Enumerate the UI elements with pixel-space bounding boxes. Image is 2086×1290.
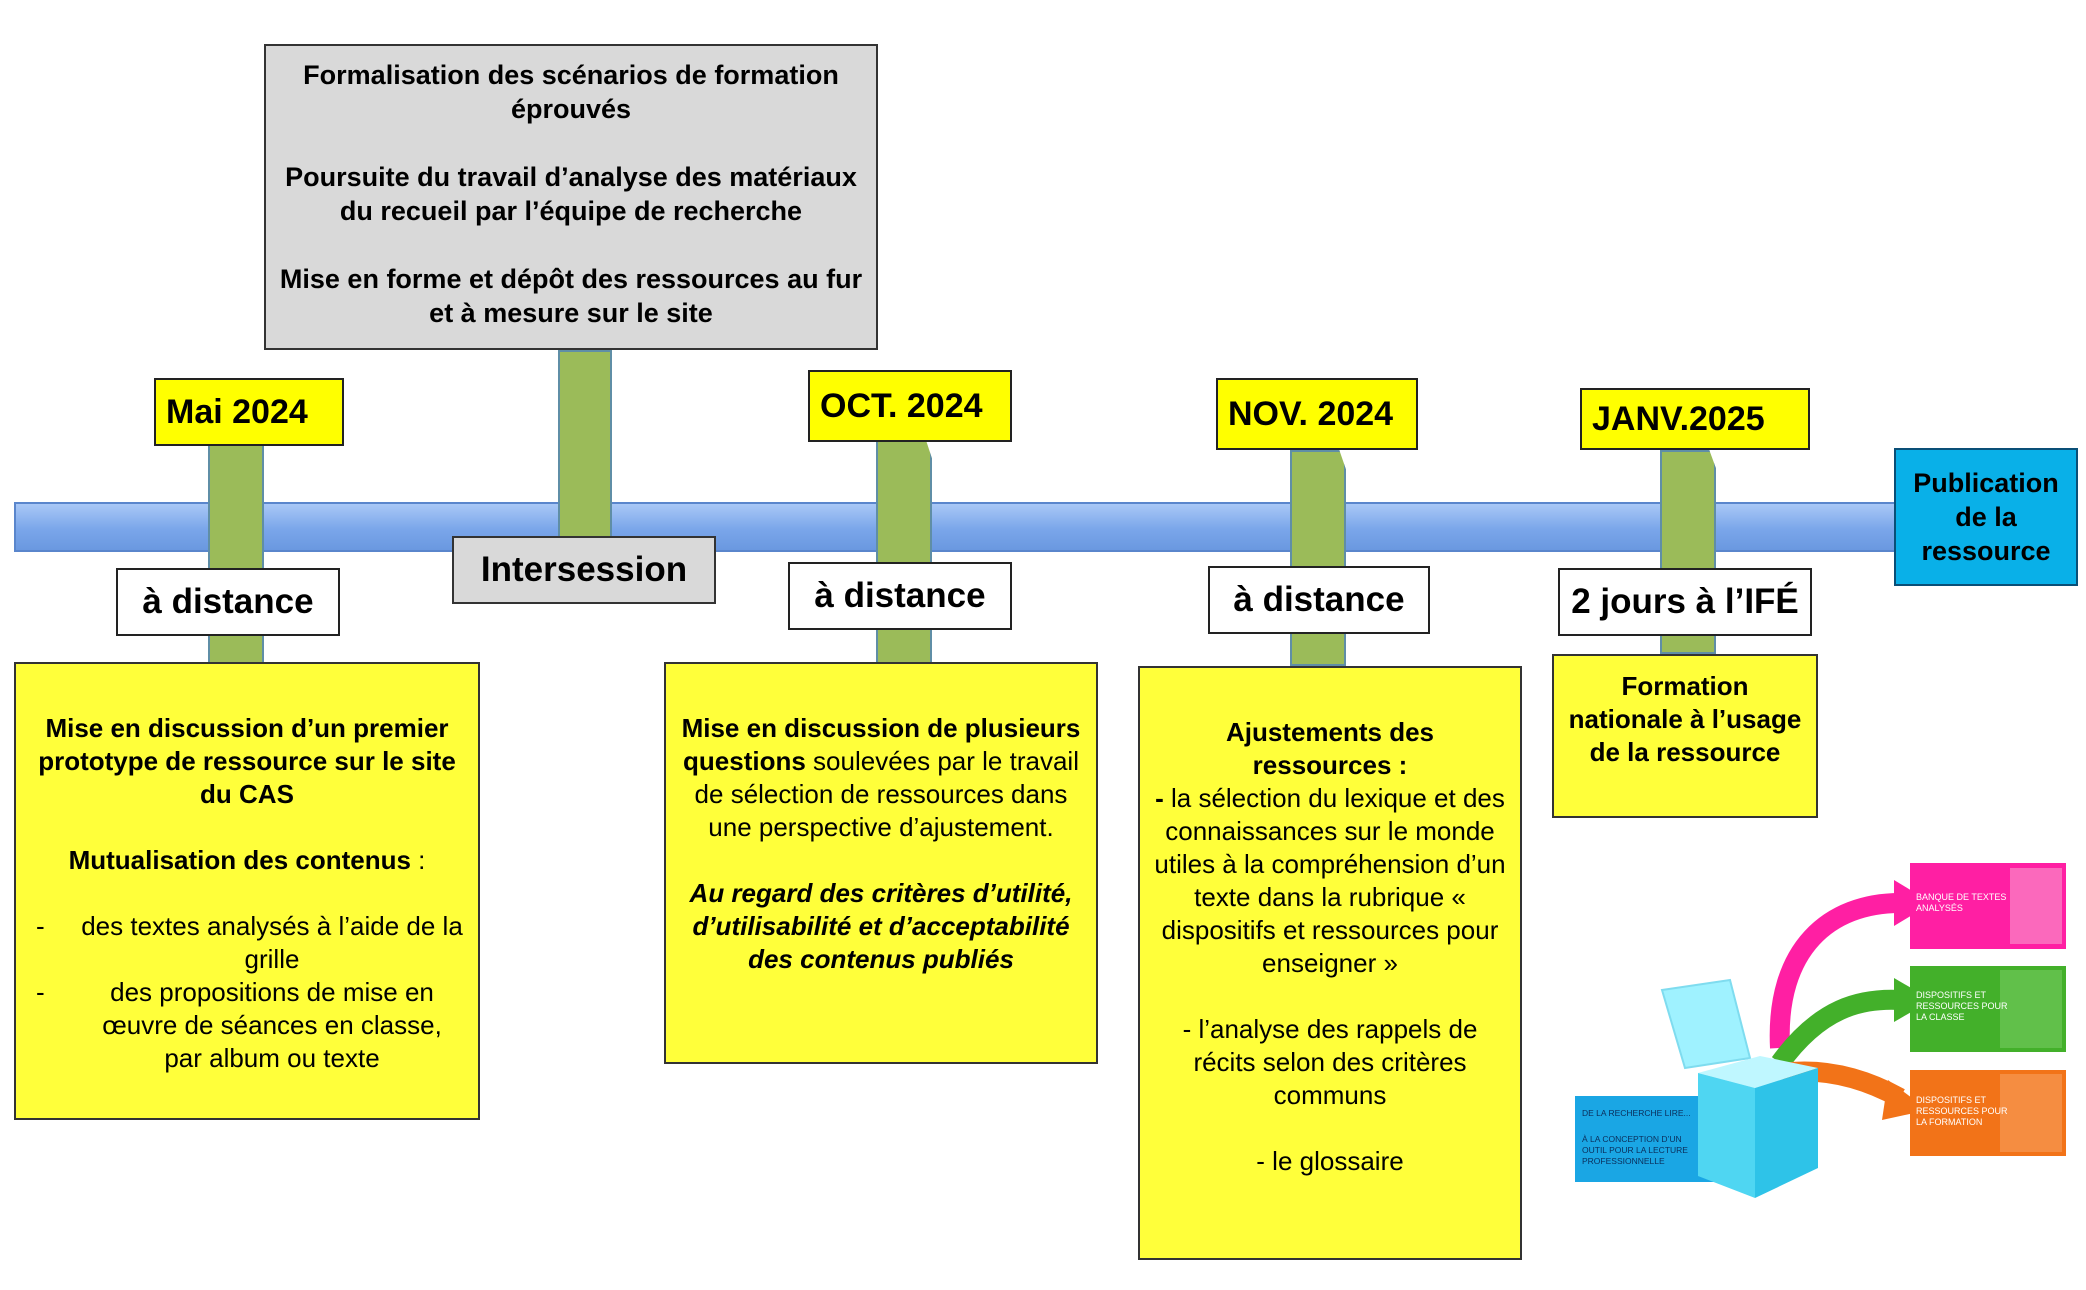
top-line-3: Mise en forme et dépôt des ressources au fur et à mesure sur le site	[279, 264, 863, 328]
note-may-item-1	[30, 910, 464, 976]
note-may-subtitle: Mutualisation des contenus	[68, 845, 411, 875]
note-nov-item-1: la sélection du lexique et des connaissances sur le monde utiles à la compréhension d’un texte dans la rubrique « dispositifs et ressources pour enseigner »	[1154, 783, 1506, 978]
mode-nov: à distance	[1208, 566, 1430, 634]
card-formation-line-3: LA FORMATION	[1916, 1117, 1983, 1127]
note-oct-rest: soulevées par le travail de sélection de ressources dans une perspective d’ajustement.	[694, 746, 1079, 842]
mode-intersession: Intersession	[452, 536, 716, 604]
publication-label: Publication de la ressource	[1913, 468, 2059, 566]
resource-box-graphic	[1570, 858, 2070, 1198]
card-recherche-line-2: À LA CONCEPTION D’UN	[1582, 1134, 1682, 1144]
top-summary-box	[264, 44, 878, 350]
publication-box	[1894, 448, 2078, 586]
note-may-item-2-text: des propositions de mise en œuvre de séances en classe, par album ou texte	[102, 977, 442, 1073]
note-may	[14, 662, 480, 1120]
box-lid	[1662, 980, 1750, 1068]
box-front-left	[1698, 1073, 1755, 1198]
card-recherche-line-4: PROFESSIONNELLE	[1582, 1156, 1665, 1166]
note-nov-item-2: - l’analyse des rappels de récits selon des critères communs	[1182, 1014, 1478, 1110]
note-oct-bold: Mise en discussion de plusieurs questions	[681, 713, 1081, 776]
date-nov-2024: NOV. 2024	[1216, 378, 1418, 450]
card-classe-line-3: LA CLASSE	[1916, 1012, 1965, 1022]
note-nov-item-1-dash: -	[1155, 783, 1164, 813]
top-line-2: Poursuite du travail d’analyse des matériaux du recueil par l’équipe de recherche	[285, 162, 857, 226]
note-nov-title: Ajustements des ressources :	[1225, 717, 1435, 780]
card-banque-line-1: BANQUE DE TEXTES	[1916, 892, 2007, 902]
arrow-green	[1780, 1000, 1900, 1063]
connector-intersession	[558, 350, 612, 540]
card-classe-line-1: DISPOSITIFS ET	[1916, 990, 1987, 1000]
date-oct-2024: OCT. 2024	[808, 370, 1012, 442]
note-oct	[664, 662, 1098, 1064]
note-may-item-2	[30, 976, 464, 1075]
mode-oct: à distance	[788, 562, 1012, 630]
card-classe-line-2: RESSOURCES POUR	[1916, 1001, 2008, 1011]
timeline-bar	[14, 502, 1904, 552]
box-front-right	[1755, 1068, 1818, 1198]
card-formation-line-2: RESSOURCES POUR	[1916, 1106, 2008, 1116]
dash-marker: -	[36, 977, 45, 1007]
top-line-1: Formalisation des scénarios de formation éprouvés	[303, 60, 839, 124]
arrow-pink	[1780, 903, 1900, 1048]
mode-jan: 2 jours à l’IFÉ	[1558, 568, 1812, 636]
mode-may: à distance	[116, 568, 340, 636]
note-jan	[1552, 654, 1818, 818]
date-may-2024: Mai 2024	[154, 378, 344, 446]
note-nov-item-3: - le glossaire	[1256, 1146, 1404, 1176]
note-may-title: Mise en discussion d’un premier prototype de ressource sur le site du CAS	[38, 713, 456, 809]
note-oct-italic: Au regard des critères d’utilité, d’utilisabilité et d’acceptabilité des contenus publiés	[689, 878, 1073, 974]
connector-oct	[876, 438, 932, 666]
card-formation-line-1: DISPOSITIFS ET	[1916, 1095, 1987, 1105]
card-recherche-line-1: DE LA RECHERCHE LIRE...	[1582, 1108, 1691, 1118]
note-may-subtitle-rest: :	[410, 845, 426, 875]
note-jan-text: Formation nationale à l’usage de la ressource	[1568, 671, 1802, 767]
card-banque-line-2: ANALYSÉS	[1916, 903, 1963, 913]
date-jan-2025: JANV.2025	[1580, 388, 1810, 450]
note-nov	[1138, 666, 1522, 1260]
dash-marker: -	[36, 911, 45, 941]
note-may-item-1-text: des textes analysés à l’aide de la grille	[81, 911, 463, 974]
card-recherche-line-3: OUTIL POUR LA LECTURE	[1582, 1145, 1688, 1155]
